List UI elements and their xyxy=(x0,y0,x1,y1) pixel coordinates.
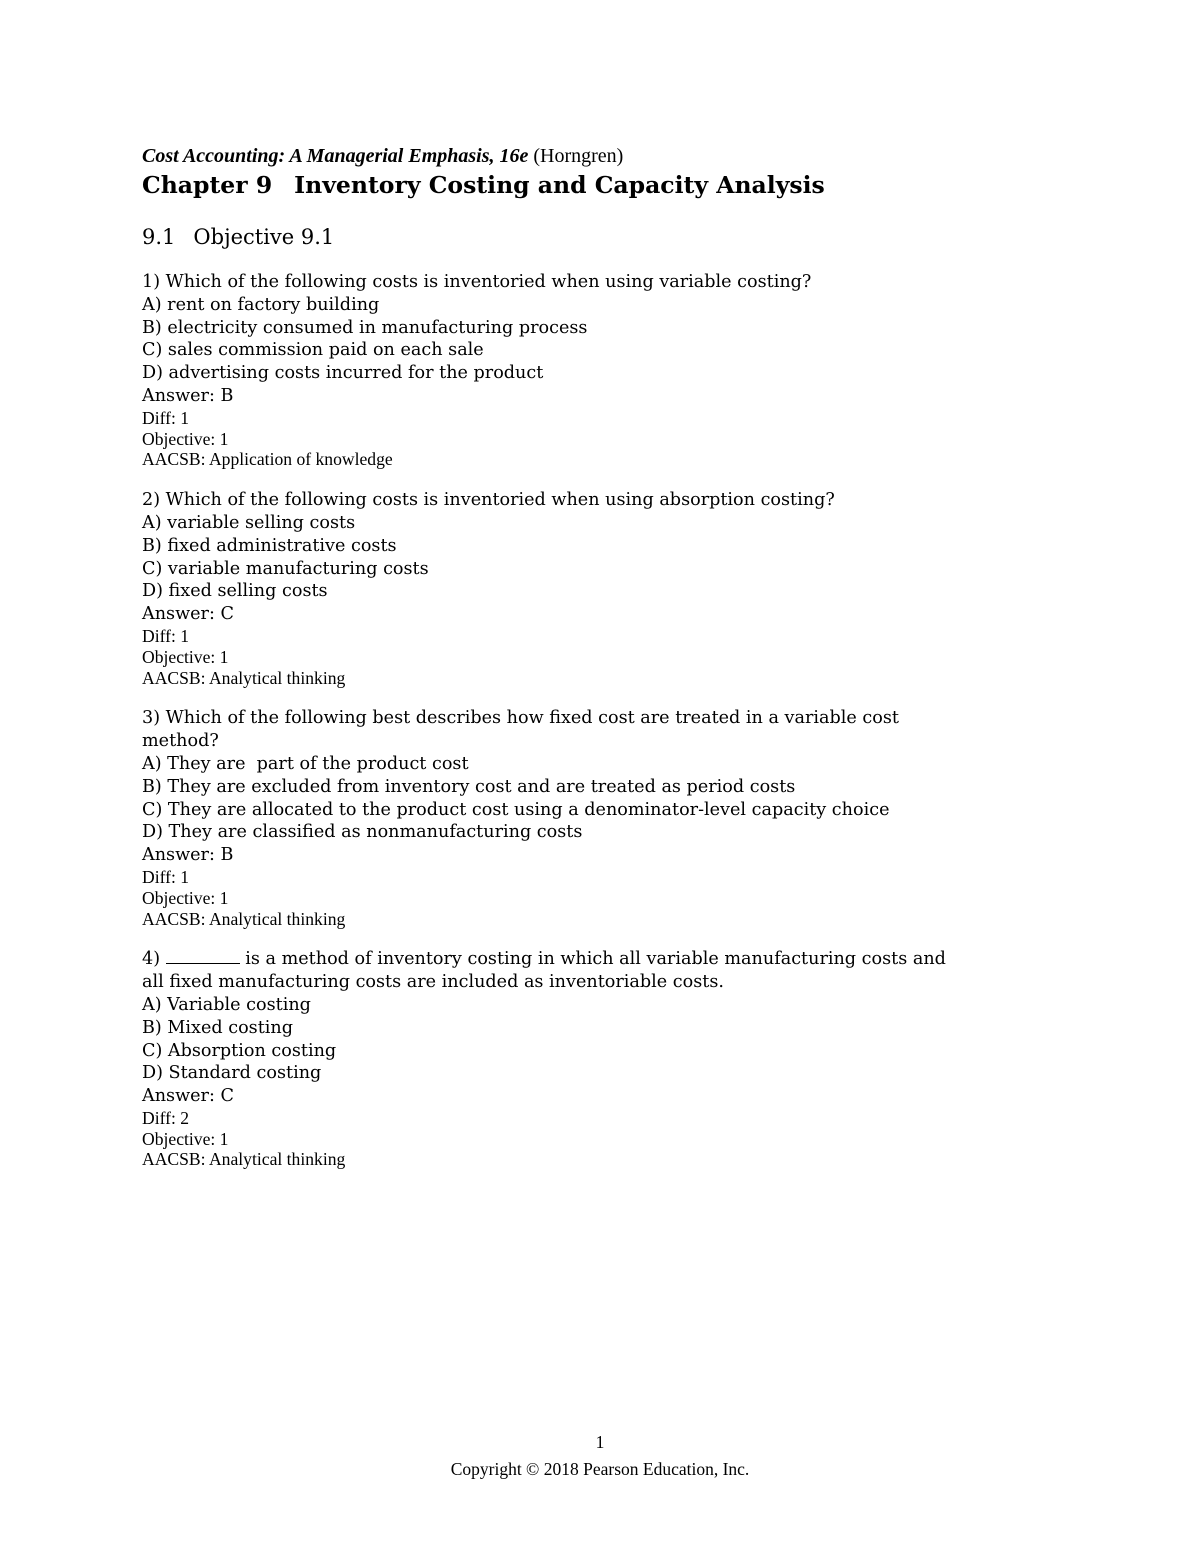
answer: Answer: C xyxy=(142,1086,234,1107)
answer: Answer: C xyxy=(142,604,234,625)
book-title: Cost Accounting: A Managerial Emphasis, 16e xyxy=(142,145,529,167)
book-author: (Horngren) xyxy=(533,145,624,167)
option-c: C) sales commission paid on each sale xyxy=(142,340,484,361)
objective: Objective: 1 xyxy=(142,1128,229,1149)
question-2 xyxy=(142,489,1062,688)
section-heading xyxy=(142,222,1062,252)
aacsb: AACSB: Analytical thinking xyxy=(142,667,346,688)
copyright-notice: Copyright © 2018 Pearson Education, Inc. xyxy=(450,1459,750,1479)
question-1 xyxy=(142,271,1062,470)
question-stem-line-1: 3) Which of the following best describes how fixed cost are treated in a variable cost xyxy=(142,708,899,729)
question-stem-line-2: method? xyxy=(142,731,219,752)
option-a: A) Variable costing xyxy=(142,994,311,1015)
option-d: D) They are classified as nonmanufacturing costs xyxy=(142,822,583,843)
option-c: C) They are allocated to the product cost using a denominator-level capacity choice xyxy=(142,799,890,820)
page-content xyxy=(142,142,1062,1170)
question-3 xyxy=(142,707,1062,929)
question-stem-line-2: all fixed manufacturing costs are included as inventoriable costs. xyxy=(142,972,724,993)
option-c: C) variable manufacturing costs xyxy=(142,558,429,579)
answer: Answer: B xyxy=(142,845,234,866)
option-b: B) Mixed costing xyxy=(142,1017,293,1038)
aacsb: AACSB: Analytical thinking xyxy=(142,1149,346,1170)
question-stem-text: is a method of inventory costing in which all variable manufacturing costs and xyxy=(245,949,946,970)
option-a: A) rent on factory building xyxy=(142,294,380,315)
question-stem-line-1 xyxy=(142,948,1062,971)
question-stem: 1) Which of the following costs is inventoried when using variable costing? xyxy=(142,272,812,292)
difficulty: Diff: 1 xyxy=(142,866,190,887)
question-stem: 2) Which of the following costs is inventoried when using absorption costing? xyxy=(142,490,835,511)
chapter-number: Chapter 9 xyxy=(142,171,273,199)
fill-in-blank xyxy=(166,948,240,964)
option-b: B) electricity consumed in manufacturing process xyxy=(142,317,588,338)
option-b: B) They are excluded from inventory cost and are treated as period costs xyxy=(142,776,796,797)
difficulty: Diff: 2 xyxy=(142,1107,190,1128)
aacsb: AACSB: Application of knowledge xyxy=(142,449,393,470)
option-d: D) fixed selling costs xyxy=(142,581,328,602)
page-number: 1 xyxy=(595,1432,605,1452)
option-a: A) variable selling costs xyxy=(142,512,356,533)
question-number: 4) xyxy=(142,949,161,970)
difficulty: Diff: 1 xyxy=(142,407,190,428)
option-c: C) Absorption costing xyxy=(142,1040,337,1061)
objective: Objective: 1 xyxy=(142,887,229,908)
objective: Objective: 1 xyxy=(142,646,229,667)
chapter-heading xyxy=(142,170,1062,200)
answer: Answer: B xyxy=(142,385,234,406)
difficulty: Diff: 1 xyxy=(142,625,190,646)
objective: Objective: 1 xyxy=(142,428,229,449)
book-line xyxy=(142,142,1062,170)
section-number: 9.1 xyxy=(142,225,176,249)
option-d: D) Standard costing xyxy=(142,1063,322,1084)
question-4 xyxy=(142,948,1062,1170)
option-a: A) They are part of the product cost xyxy=(142,753,469,774)
option-d: D) advertising costs incurred for the product xyxy=(142,363,544,384)
chapter-title: Inventory Costing and Capacity Analysis xyxy=(294,171,825,199)
aacsb: AACSB: Analytical thinking xyxy=(142,908,346,929)
option-b: B) fixed administrative costs xyxy=(142,535,397,556)
section-title: Objective 9.1 xyxy=(193,225,335,249)
